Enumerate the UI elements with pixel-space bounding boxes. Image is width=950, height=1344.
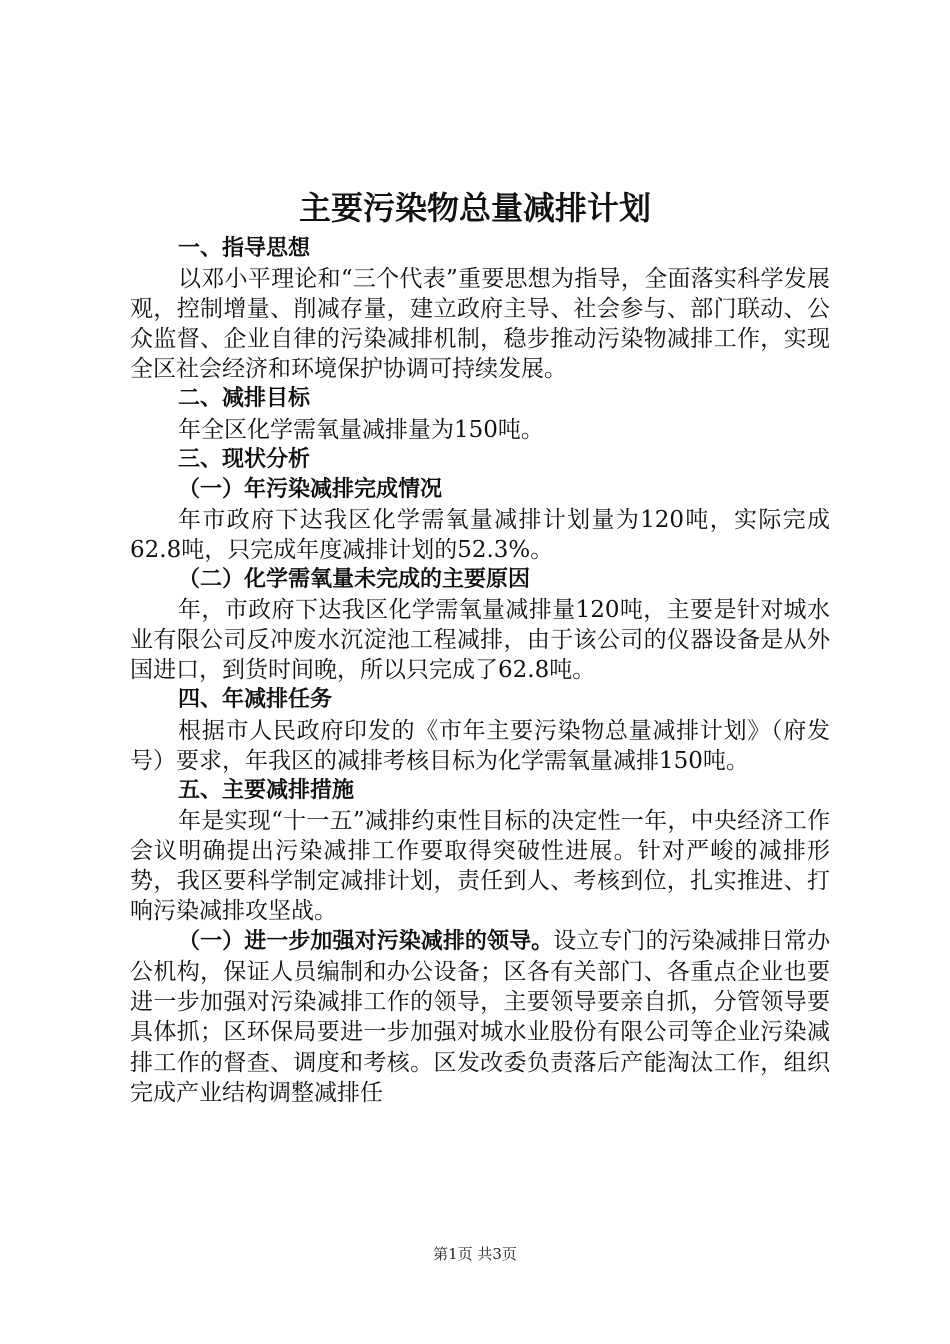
document-title: 主要污染物总量减排计划 [298, 189, 651, 227]
subsection-paragraph-completion: 年市政府下达我区化学需氧量减排计划量为120吨，实际完成62.8吨，只完成年度减排计划的52.3%。 [130, 506, 830, 563]
section-heading-reduction-target: 二、减排目标 [178, 386, 311, 412]
document-body [130, 234, 830, 1108]
section-heading-guiding-ideology: 一、指导思想 [178, 236, 311, 261]
subsection-heading-completion: （一）年污染减排完成情况 [178, 476, 443, 502]
measure-paragraph-leadership [130, 926, 830, 1108]
section-paragraph-main-measures: 年是实现“十一五”减排约束性目标的决定性一年，中央经济工作会议明确提出污染减排工作要取得突破性进展。针对严峻的减排形势，我区要科学制定减排计划，责任到人、考核到位，扎实推进、打响污染减排攻坚战。 [130, 807, 830, 925]
section-heading-reduction-tasks: 四、年减排任务 [178, 687, 333, 713]
measure-text-leadership: 设立专门的污染减排日常办公机构，保证人员编制和办公设备；区各有关部门、各重点企业也要进一步加强对污染减排工作的领导，主要领导要亲自抓，分管领导要具体抓；区环保局要进一步加强对城水业股份有限公司等企业污染减排工作的督查、调度和考核。区发改委负责落后产能淘汰工作，组织完成产业结构调整减排任 [130, 928, 830, 1106]
section-paragraph-reduction-tasks: 根据市人民政府印发的《市年主要污染物总量减排计划》（府发号）要求，年我区的减排考核目标为化学需氧量减排150吨。 [130, 717, 830, 774]
section-heading-main-measures: 五、主要减排措施 [178, 777, 355, 803]
page-footer: 第1页 共3页 [433, 1245, 517, 1263]
subsection-paragraph-reasons: 年，市政府下达我区化学需氧量减排量120吨，主要是针对城水业有限公司反冲废水沉淀池工程减排，由于该公司的仪器设备是从外国进口，到货时间晚，所以只完成了62.8吨。 [130, 597, 830, 684]
section-paragraph-guiding-ideology: 以邓小平理论和“三个代表”重要思想为指导，全面落实科学发展观，控制增量、削减存量，建立政府主导、社会参与、部门联动、公众监督、企业自律的污染减排机制，稳步推动污染物减排工作，实现全区社会经济和环境保护协调可持续发展。 [130, 266, 830, 383]
measure-lead-leadership: （一）进一步加强对污染减排的领导。 [178, 929, 554, 955]
section-paragraph-reduction-target: 年全区化学需氧量减排量为150吨。 [178, 416, 544, 443]
subsection-heading-reasons: （二）化学需氧量未完成的主要原因 [178, 567, 531, 593]
section-heading-status-analysis: 三、现状分析 [178, 446, 311, 472]
